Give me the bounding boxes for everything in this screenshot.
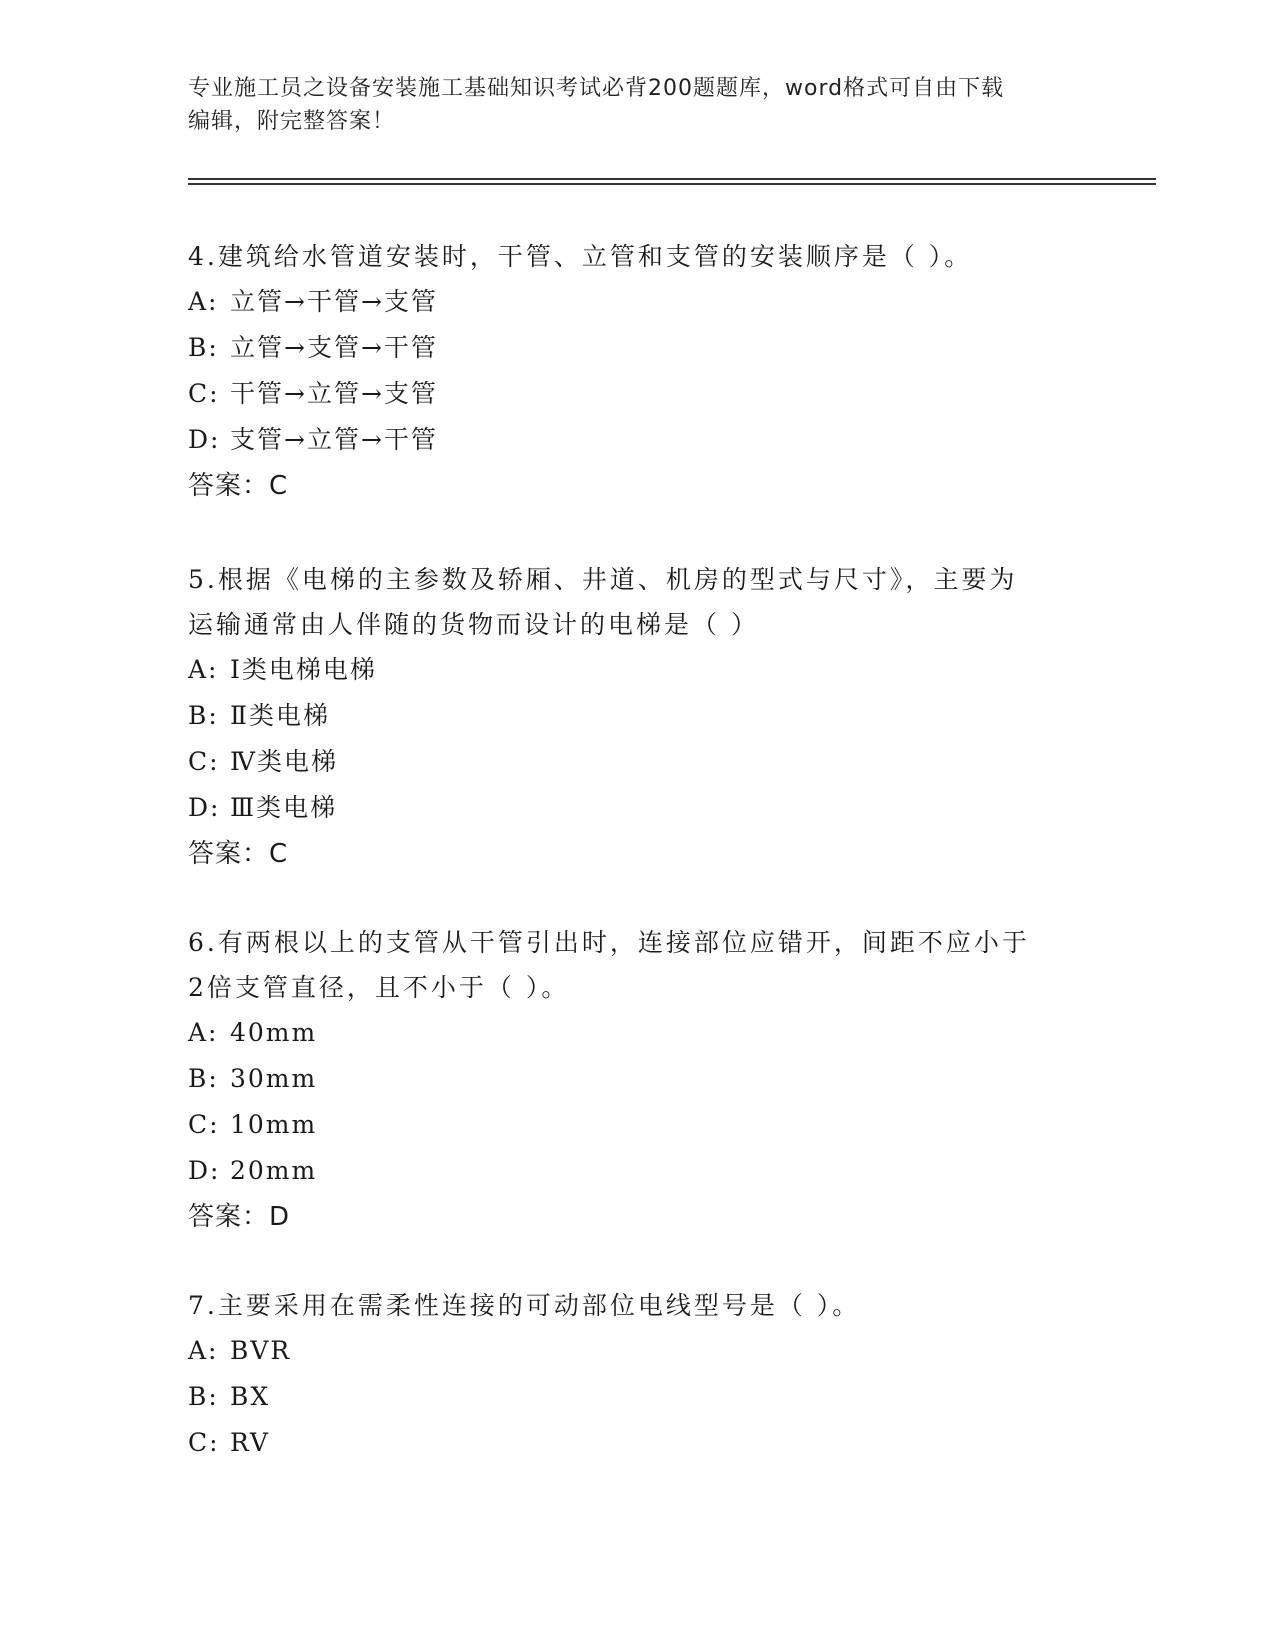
option-key: B: [188,701,219,730]
option-b [188,693,1088,739]
option-key: A: [188,1018,219,1047]
title-line-1: 专业施工员之设备安装施工基础知识考试必背200题题库，word格式可自由下载 [188,76,1005,101]
option-a [188,1328,1088,1374]
option-text: BX [230,1382,271,1411]
option-c [188,1420,1088,1466]
document-title [188,72,1088,138]
option-d [188,417,1088,463]
option-d [188,785,1088,831]
option-text: Ⅳ类电梯 [230,747,338,776]
option-a [188,1010,1088,1056]
answer: 答案：D [188,1202,291,1232]
question-4 [188,234,1088,509]
option-key: D: [188,425,221,454]
option-text: 立管→干管→支管 [230,287,438,316]
question-text: 7.主要采用在需柔性连接的可动部位电线型号是（ ）。 [188,1291,861,1320]
question-text-line-2: 运输通常由人伴随的货物而设计的电梯是（ ） [188,610,759,639]
option-text: 10mm [230,1110,318,1139]
question-7 [188,1283,1088,1466]
option-text: BVR [230,1336,292,1365]
option-key: A: [188,1336,219,1365]
option-text: RV [230,1428,270,1457]
option-key: A: [188,287,219,316]
option-text: Ⅰ类电梯电梯 [230,655,377,684]
question-text-line-1: 6.有两根以上的支管从干管引出时，连接部位应错开，间距不应小于 [188,928,1030,957]
option-a [188,279,1088,325]
option-b [188,325,1088,371]
header-divider-bottom [188,183,1156,185]
answer: 答案：C [188,471,289,501]
option-b [188,1056,1088,1102]
option-text: 20mm [230,1156,318,1185]
option-key: C: [188,747,220,776]
option-key: B: [188,1382,219,1411]
option-key: C: [188,1428,220,1457]
option-text: 立管→支管→干管 [230,333,438,362]
option-text: 30mm [230,1064,318,1093]
option-c [188,1102,1088,1148]
question-text-line-1: 5.根据《电梯的主参数及轿厢、井道、机房的型式与尺寸》，主要为 [188,565,1018,594]
option-key: C: [188,379,220,408]
header-divider-top [188,178,1156,180]
answer: 答案：C [188,839,289,869]
option-text: Ⅲ类电梯 [230,793,338,822]
question-text: 4.建筑给水管道安装时，干管、立管和支管的安装顺序是（ ）。 [188,242,973,271]
question-text-line-2: 2倍支管直径，且不小于（ ）。 [188,973,570,1002]
option-key: D: [188,793,221,822]
option-text: 支管→立管→干管 [230,425,438,454]
option-key: B: [188,333,219,362]
option-text: 40mm [230,1018,318,1047]
option-key: D: [188,1156,221,1185]
option-a [188,647,1088,693]
question-5 [188,557,1088,877]
option-text: Ⅱ类电梯 [230,701,330,730]
option-d [188,1148,1088,1194]
question-6 [188,920,1088,1240]
option-key: B: [188,1064,219,1093]
option-key: C: [188,1110,220,1139]
option-c [188,739,1088,785]
title-line-2: 编辑，附完整答案！ [188,109,396,134]
option-text: 干管→立管→支管 [230,379,438,408]
option-c [188,371,1088,417]
option-key: A: [188,655,219,684]
option-b [188,1374,1088,1420]
